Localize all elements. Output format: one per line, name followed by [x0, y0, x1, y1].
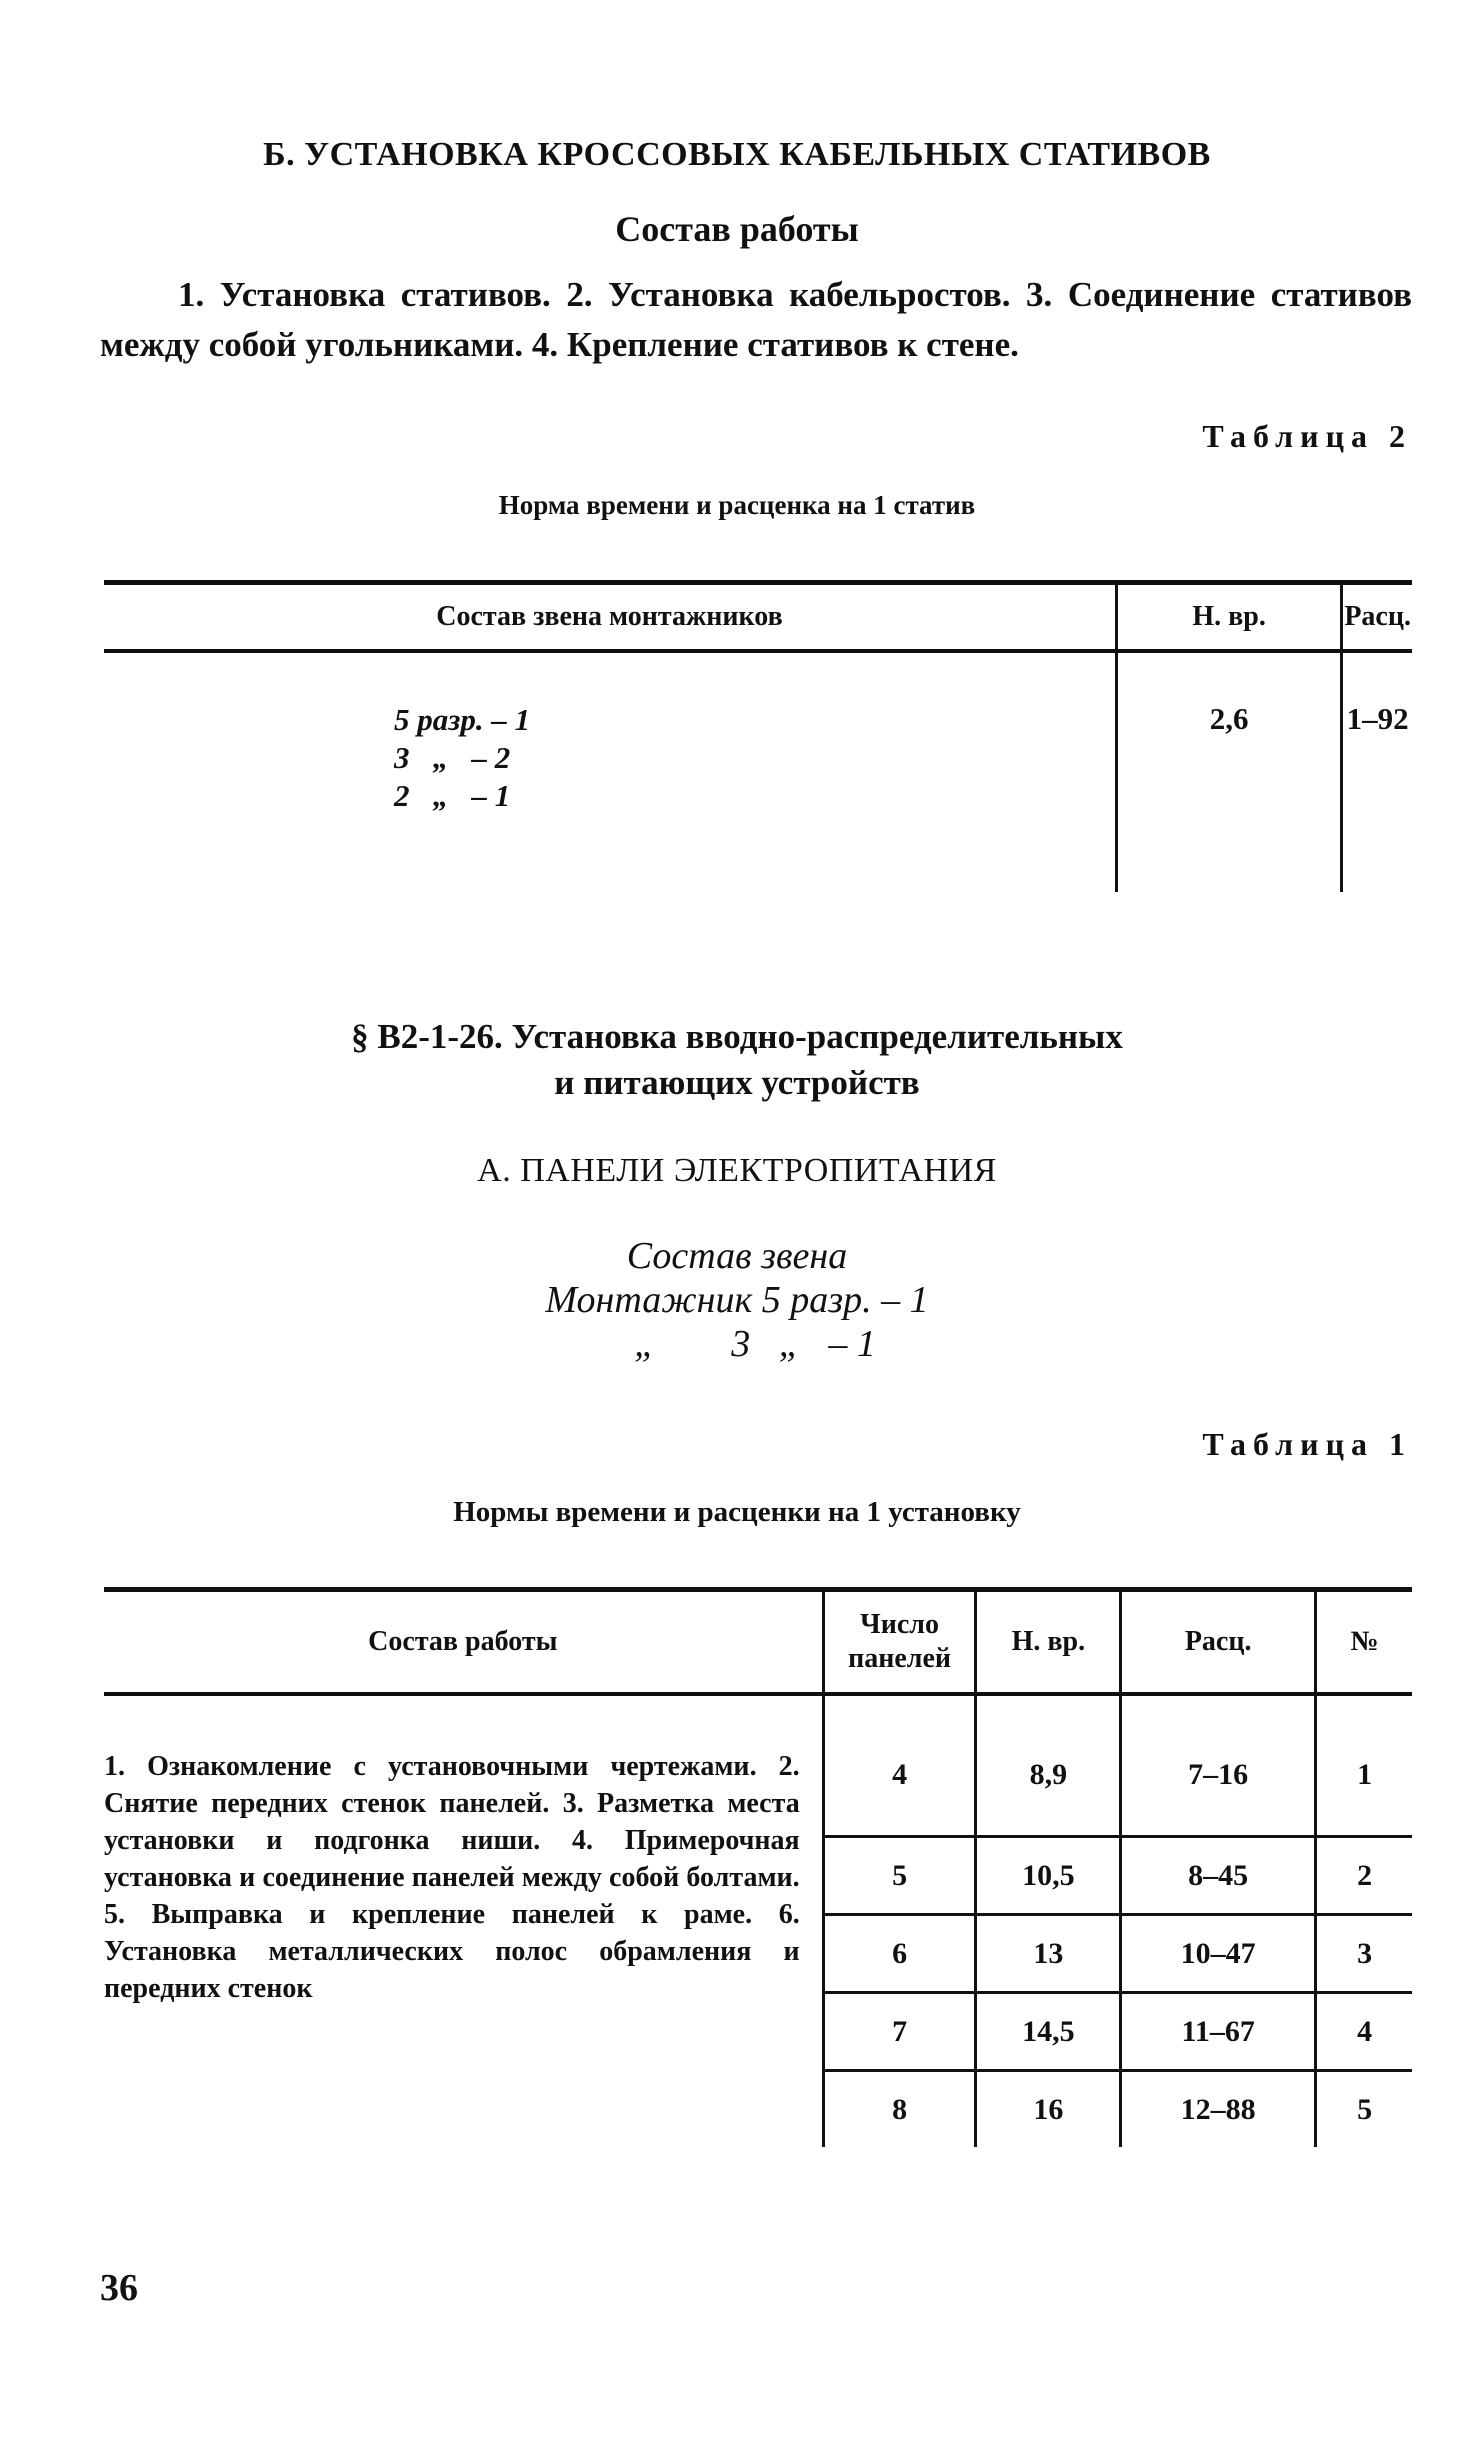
- table-1-count-cell: 8: [823, 2071, 976, 2148]
- header-line: Число: [860, 1609, 939, 1640]
- paragraph-title: [0, 1014, 1474, 1106]
- section-b-title: Б. УСТАНОВКА КРОССОВЫХ КАБЕЛЬНЫХ СТАТИВОВ: [263, 136, 1211, 173]
- table-1-no-cell: 5: [1316, 2071, 1412, 2148]
- crew-line: 3 „ – 2: [394, 740, 511, 775]
- table-1-count-cell: 5: [823, 1837, 976, 1915]
- table-1-header-no: №: [1316, 1590, 1412, 1695]
- table-1-no-cell: 2: [1316, 1837, 1412, 1915]
- table-1-rate-cell: 12–88: [1121, 2071, 1316, 2148]
- table-1-norm-cell: 14,5: [976, 1993, 1121, 2071]
- table-1-rate-cell: 8–45: [1121, 1837, 1316, 1915]
- table-1-no-cell: 1: [1316, 1694, 1412, 1837]
- table-row: [104, 651, 1412, 892]
- table-1-norm-cell: 16: [976, 2071, 1121, 2148]
- table-1-header-work: Состав работы: [104, 1590, 823, 1695]
- table-1-count-cell: 4: [823, 1694, 976, 1837]
- crew-list: [394, 701, 530, 815]
- table-1-norm-cell: 10,5: [976, 1837, 1121, 1915]
- table-1-no-cell: 4: [1316, 1993, 1412, 2071]
- table-2-header-crew: Состав звена монтажников: [104, 583, 1116, 652]
- table-1-rate-cell: 11–67: [1121, 1993, 1316, 2071]
- paragraph-title-line: § В2-1-26. Установка вводно-распределительных: [351, 1017, 1123, 1056]
- table-1: [104, 1587, 1412, 2147]
- header-line: панелей: [848, 1643, 952, 1674]
- table-1-rate-cell: 7–16: [1121, 1694, 1316, 1837]
- table-1-norm-cell: 13: [976, 1915, 1121, 1993]
- crew-heading: Состав звена: [626, 1235, 848, 1277]
- table-2-label: Таблица 2: [1202, 418, 1412, 454]
- crew-line: 2 „ – 1: [394, 778, 511, 813]
- table-1-norm-cell: 8,9: [976, 1694, 1121, 1837]
- table-1-count-cell: 6: [823, 1915, 976, 1993]
- table-2-header-rate: Расц.: [1342, 583, 1412, 652]
- table-1-no-cell: 3: [1316, 1915, 1412, 1993]
- table-1-header-norm: Н. вр.: [976, 1590, 1121, 1695]
- table-2-rate-cell: 1–92: [1342, 651, 1412, 892]
- table-row: [104, 1694, 1412, 1837]
- table-1-header-count: [823, 1590, 976, 1695]
- work-composition-text: 1. Установка стативов. 2. Установка кабельростов. 3. Соединение стативов между собой угольниками. 4. Крепление стативов к стене.: [100, 275, 1412, 364]
- table-1-rate-cell: 10–47: [1121, 1915, 1316, 1993]
- table-2-norm-cell: 2,6: [1116, 651, 1341, 892]
- paragraph-title-line: и питающих устройств: [554, 1063, 920, 1102]
- table-1-work-description: 1. Ознакомление с установочными чертежами. 2. Снятие передних стенок панелей. 3. Разметка места установки и подгонка ниши. 4. Примерочная установка и соединение панелей между собой болтами. 5. Выправка и крепление панелей к раме. 6. Установка металлических полос обрамления и передних стенок: [104, 1751, 800, 2004]
- crew-line: 5 разр. – 1: [394, 702, 531, 737]
- crew-line: Монтажник 5 разр. – 1: [545, 1279, 929, 1321]
- crew-composition: [0, 1234, 1474, 1366]
- page-number: 36: [100, 2267, 138, 2309]
- section-a-title: А. ПАНЕЛИ ЭЛЕКТРОПИТАНИЯ: [477, 1152, 997, 1189]
- table-2-header-row: [104, 583, 1412, 652]
- table-2-caption: Норма времени и расценка на 1 статив: [498, 490, 976, 520]
- table-2-crew-cell: [104, 651, 1116, 892]
- table-2-header-norm: Н. вр.: [1116, 583, 1341, 652]
- table-1-caption: Нормы времени и расценки на 1 установку: [453, 1496, 1021, 1528]
- table-2: [104, 580, 1412, 892]
- table-1-count-cell: 7: [823, 1993, 976, 2071]
- crew-line: „ 3 „ – 1: [634, 1323, 876, 1365]
- table-1-header-rate: Расц.: [1121, 1590, 1316, 1695]
- table-1-header-row: [104, 1590, 1412, 1695]
- table-1-label: Таблица 1: [1202, 1426, 1412, 1462]
- work-composition-heading: Состав работы: [615, 209, 859, 249]
